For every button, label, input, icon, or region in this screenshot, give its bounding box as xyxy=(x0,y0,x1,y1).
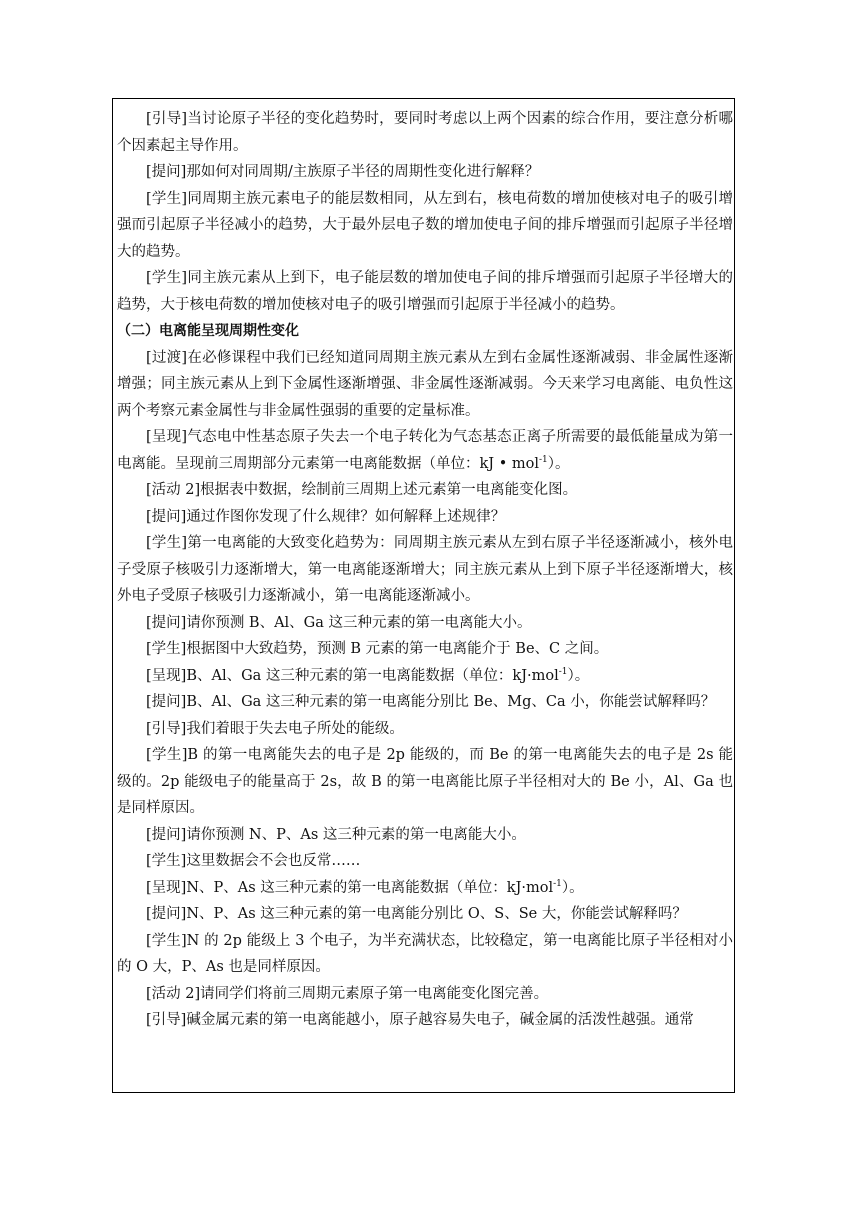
paragraph: [呈现]B、Al、Ga 这三种元素的第一电离能数据（单位：kJ·mol$^{-1}$）。 xyxy=(146,666,590,684)
paragraph: [呈现]N、P、As 这三种元素的第一电离能数据（单位：kJ·mol$^{-1}$）。 xyxy=(146,878,584,896)
paragraph: [引导]我们着眼于失去电子所处的能级。 xyxy=(146,720,404,737)
paragraph: [学生]N 的 2p 能级上 3 个电子，为半充满状态，比较稳定，第一电离能比原子半径相对小的 O 大，P、As 也是同样原因。 xyxy=(117,932,733,975)
paragraph: [活动 2]根据表中数据，绘制前三周期上述元素第一电离能变化图。 xyxy=(146,482,578,498)
paragraph: [活动 2]请同学们将前三周期元素原子第一电离能变化图完善。 xyxy=(146,985,549,1002)
paragraph: [提问]通过作图你发现了什么规律？如何解释上述规律？ xyxy=(146,508,506,525)
paragraph: [提问]N、P、As 这三种元素的第一电离能分别比 O、S、Se 大，你能尝试解释吗？ xyxy=(146,906,687,922)
paragraph: [提问]B、Al、Ga 这三种元素的第一电离能分别比 Be、Mg、Ca 小，你能尝试解释吗？ xyxy=(146,694,716,710)
paragraph: [提问]请你预测 B、Al、Ga 这三种元素的第一电离能大小。 xyxy=(146,614,532,631)
paragraph: [学生]同周期主族元素电子的能层数相同，从左到右，核电荷数的增加使核对电子的吸引增强而引起原子半径减小的趋势，大于最外层电子数的增加使电子间的排斥增强而引起原子半径增大的趋势。 xyxy=(117,190,733,260)
document-body xyxy=(117,106,733,1034)
paragraph: [学生]第一电离能的大致变化趋势为：同周期主族元素从左到右原子半径逐渐减小，核外电子受原子核吸引力逐渐增大，第一电离能逐渐增大；同主族元素从上到下原子半径逐渐增大，核外电子受原子核吸引力逐渐减小，第一电离能逐渐减小。 xyxy=(117,535,733,604)
paragraph: [引导]当讨论原子半径的变化趋势时，要同时考虑以上两个因素的综合作用，要注意分析哪个因素起主导作用。 xyxy=(117,111,733,154)
paragraph: [学生]根据图中大致趋势，预测 B 元素的第一电离能介于 Be、C 之间。 xyxy=(146,641,609,657)
paragraph: [提问]请你预测 N、P、As 这三种元素的第一电离能大小。 xyxy=(146,826,526,843)
paragraph: [学生]这里数据会不会也反常…… xyxy=(146,853,361,869)
paragraph: [引导]碱金属元素的第一电离能越小，原子越容易失电子，碱金属的活泼性越强。通常 xyxy=(146,1012,694,1028)
section-heading: （二）电离能呈现周期性变化 xyxy=(117,323,299,339)
paragraph: [提问]那如何对同周期/主族原子半径的周期性变化进行解释？ xyxy=(146,164,540,180)
paragraph: [学生]B 的第一电离能失去的电子是 2p 能级的，而 Be 的第一电离能失去的电子是 2s 能级的。2p 能级电子的能量高于 2s，故 B 的第一电离能比原子半径相对大的 Be 小，Al、Ga 也是同样原因。 xyxy=(117,747,733,816)
paragraph: [学生]同主族元素从上到下，电子能层数的增加使电子间的排斥增强而引起原子半径增大的趋势，大于核电荷数的增加使核对电子的吸引增强而引起原于半径减小的趋势。 xyxy=(117,270,733,313)
paragraph: [过渡]在必修课程中我们已经知道同周期主族元素从左到右金属性逐渐减弱、非金属性逐渐增强；同主族元素从上到下金属性逐渐增强、非金属性逐渐减弱。今天来学习电离能、电负性这两个考察元素金属性与非金属性强弱的重要的定量标准。 xyxy=(117,349,733,419)
paragraph: [呈现]气态电中性基态原子失去一个电子转化为气态基态正离子所需要的最低能量成为第一电离能。呈现前三周期部分元素第一电离能数据（单位：kJ • mol$^{-1}$）。 xyxy=(117,429,733,472)
